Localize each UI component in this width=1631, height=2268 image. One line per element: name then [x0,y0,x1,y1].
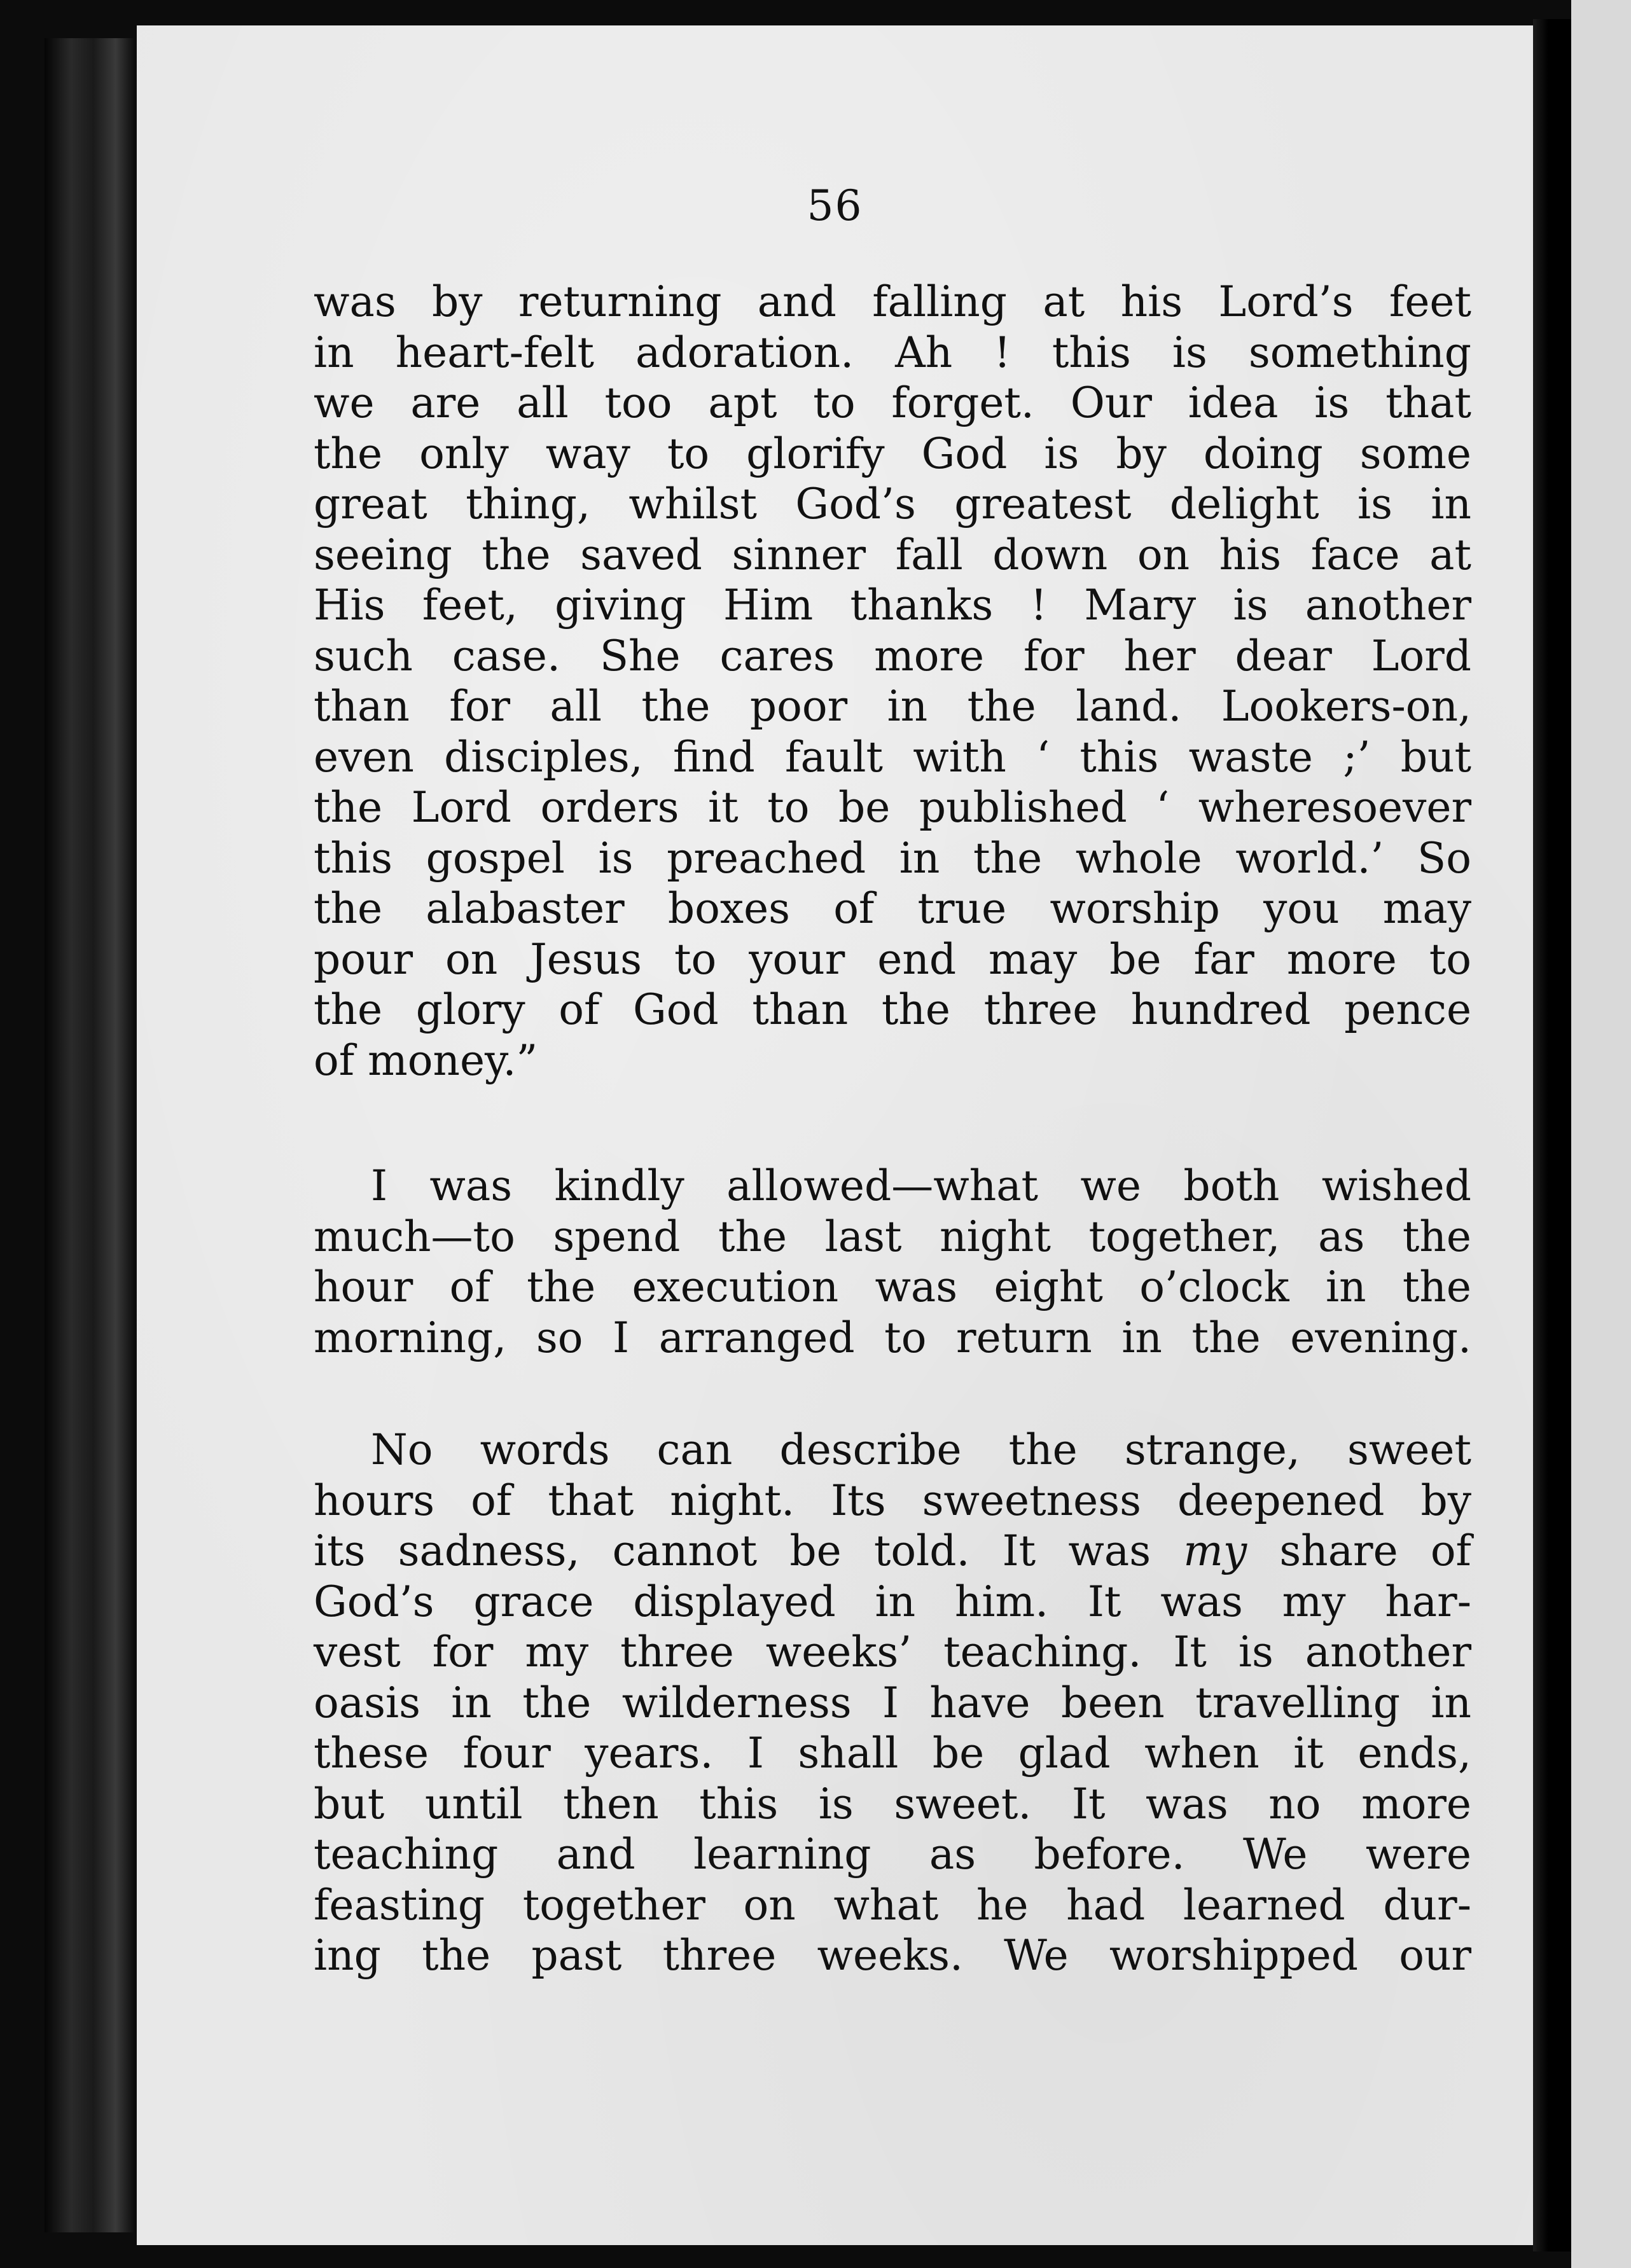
text-line: feasting together on what he had learned dur- [314,1880,1471,1930]
text-line: was by returning and falling at his Lord’s feet [314,277,1471,326]
text-line: seeing the saved sinner fall down on his face at [314,530,1471,579]
text-line: the alabaster boxes of true worship you may [314,884,1471,933]
text-line: His feet, giving Him thanks ! Mary is another [314,581,1471,630]
text-line: great thing, whilst God’s greatest delight is in [314,480,1471,529]
paragraph-2 [314,1161,1471,1363]
text-line: vest for my three weeks’ teaching. It is another [314,1628,1471,1677]
text-line: such case. She cares more for her dear Lord [314,631,1471,681]
text-line: teaching and learning as before. We were [314,1830,1471,1879]
text-line: hours of that night. Its sweetness deepened by [314,1476,1471,1525]
text-line: this gospel is preached in the whole world.’ So [314,833,1471,883]
text-line: ing the past three weeks. We worshipped our [314,1931,1471,1980]
text-line: hour of the execution was eight o’clock in the [314,1262,1471,1311]
paragraph-3 [314,1425,1471,1981]
text-line: even disciples, find fault with ‘ this waste ;’ but [314,732,1471,782]
text-line: No words can describe the strange, sweet [371,1425,1471,1474]
text-line: much—to spend the last night together, as the [314,1212,1471,1261]
text-line: the only way to glorify God is by doing some [314,429,1471,478]
text-segment: its sadness, cannot be told. It was [314,1526,1184,1575]
text-line: in heart-felt adoration. Ah ! this is something [314,328,1471,377]
text-line: oasis in the wilderness I have been travelling in [314,1678,1471,1727]
text-line: these four years. I shall be glad when it ends, [314,1729,1471,1778]
book-page [137,25,1533,2245]
text-line: God’s grace displayed in him. It was my har- [314,1577,1471,1626]
text-line: than for all the poor in the land. Lookers-on, [314,682,1471,731]
text-line: morning, so I arranged to return in the evening. [314,1313,1471,1362]
text-line: pour on Jesus to your end may be far more to [314,934,1471,984]
paragraph-1 [314,277,1471,1086]
text-line: I was kindly allowed—what we both wished [371,1161,1471,1210]
text-line: the Lord orders it to be published ‘ wheresoever [314,783,1471,832]
text-line: we are all too apt to forget. Our idea is that [314,378,1471,427]
page-number: 56 [807,181,863,230]
text-line: the glory of God than the three hundred pence [314,985,1471,1034]
page-gutter [1557,25,1569,2239]
text-line: but until then this is sweet. It was no more [314,1779,1471,1829]
emphasis-word: my [1183,1526,1247,1575]
text-line: of money.” [314,1035,538,1085]
text-line [314,1526,1471,1577]
adjacent-page-edge [1571,0,1631,2268]
text-segment: share of [1247,1526,1471,1575]
book-binding [45,38,134,2232]
